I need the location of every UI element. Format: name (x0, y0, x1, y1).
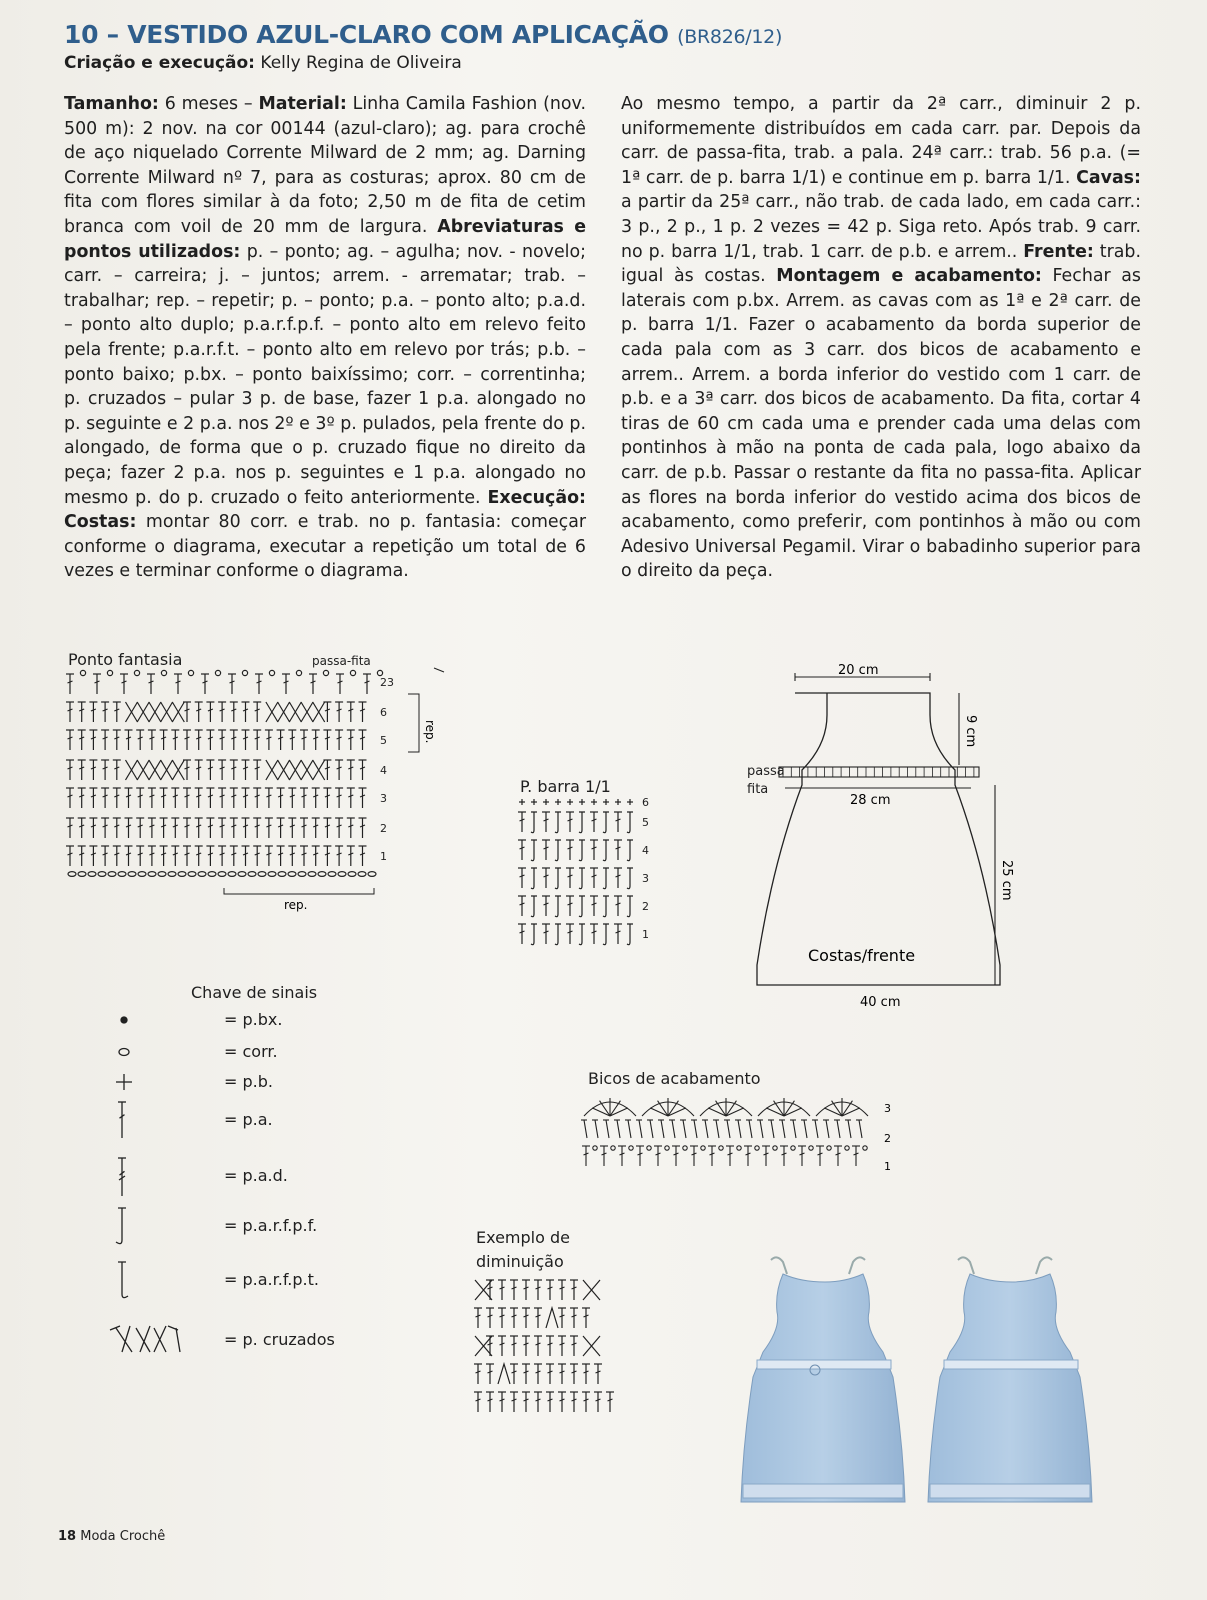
legend-label-0: = p.bx. (224, 1010, 283, 1029)
height-top-label: 9 cm (963, 715, 978, 748)
article-title (64, 20, 782, 49)
article-title-text: VESTIDO AZUL-CLARO COM APLICAÇÃO (127, 20, 669, 49)
bicos-row-2: 2 (884, 1132, 891, 1145)
pf-row-1: 1 (380, 850, 387, 863)
legend-item-6 (186, 1270, 319, 1289)
legend-symbol-4-icon (116, 1154, 216, 1198)
passa-fita-label: passa-fita (312, 654, 371, 668)
legend-item-5 (186, 1216, 318, 1235)
p-barra-title: P. barra 1/1 (520, 777, 611, 796)
text-abreviaturas: p. – ponto; ag. – agulha; nov. - novelo; carr. – carreira; j. – juntos; arrem. - arrematar; trab. – trabalhar; rep. – repetir; p. – ponto; p.a. – ponto alto; p.a.d. – ponto alto duplo; p.a.r.f.p.f. – ponto alto em relevo feito pela frente; p.a.r.f.t. – ponto alto em relevo por trás; p.b. – ponto baixo; p.bx. – ponto baixíssimo; corr. – correntinha; p. cruzados – pular 3 p. de base, fazer 1 p.a. alongado no p. seguinte e 2 p.a. nos 2º e 3º p. pulados, pela frente do p. alongado, de forma que o p. cruzado fique no direito da peça; fazer 2 p.a. nos p. seguintes e 1 p.a. alongado no mesmo p. do p. cruzado o feito anteriormente. (64, 241, 586, 508)
pf-row-2: 2 (380, 822, 387, 835)
legend-symbol-3-icon (116, 1098, 216, 1142)
top-width-label: 20 cm (838, 663, 879, 678)
pf-row-4: 4 (380, 764, 387, 777)
legend-label-2: = p.b. (224, 1072, 273, 1091)
text-tamanho: 6 meses – (158, 94, 259, 114)
legend-label-3: = p.a. (224, 1110, 273, 1129)
dress-photo-front (735, 1252, 915, 1512)
legend-item-1 (186, 1042, 278, 1061)
pb-row-2: 2 (642, 900, 649, 913)
dress-schematic (735, 665, 1035, 1010)
legend-item-4 (186, 1166, 288, 1185)
legend-item-3 (186, 1110, 273, 1129)
text-diminuir: Ao mesmo tempo, a partir da 2ª carr., diminuir 2 p. uniformemente distribuídos em cada carr. par. Depois da carr. de passa-fita, trab. a pala. 24ª carr.: trab. 56 p.a. (= 1ª carr. de p. barra 1/1) e continue em p. barra 1/1. (621, 94, 1141, 188)
legend-item-7 (186, 1330, 335, 1349)
p-barra-chart (516, 796, 656, 956)
diminuicao-title-2: diminuição (476, 1252, 564, 1271)
text-column-2 (621, 92, 1141, 584)
pb-row-3: 3 (642, 872, 649, 885)
legend-label-7: = p. cruzados (224, 1330, 335, 1349)
dress-photo-back (922, 1252, 1102, 1512)
pf-row-3: 3 (380, 792, 387, 805)
pf-row-23: 23 (380, 676, 394, 689)
diminuicao-title-1: Exemplo de (476, 1228, 570, 1247)
legend-label-5: = p.a.r.f.p.f. (224, 1216, 318, 1235)
label-abreviaturas: Abreviaturas e pontos utilizados: (64, 216, 586, 262)
credits-label: Criação e execução: (64, 53, 255, 73)
text-material: Linha Camila Fashion (nov. 500 m): 2 nov. na cor 00144 (azul-claro); ag. para crochê de aço niquelado Corrente Milward de 2 mm; ag. Darning Corrente Milward nº 7, para as costuras; aprox. 80 cm de fita com flores similar à da foto; 2,50 m de fita de cetim branca com voil de 20 mm de largura. (64, 94, 586, 237)
pb-row-1: 1 (642, 928, 649, 941)
passa-label-1: passa (747, 764, 785, 779)
pb-row-6: 6 (642, 796, 649, 809)
diminuicao-chart (474, 1278, 624, 1428)
height-body-label: 25 cm (999, 860, 1014, 901)
legend-title: Chave de sinais (191, 983, 318, 1002)
bottom-width-label: 40 cm (860, 995, 901, 1010)
credits (64, 53, 462, 73)
legend-label-6: = p.a.r.f.p.t. (224, 1270, 319, 1289)
mid-width-label: 28 cm (850, 793, 891, 808)
text-frente: trab. igual às costas. (621, 241, 1141, 287)
text-montagem: Fechar as laterais com p.bx. Arrem. as cavas com as 1ª e 2ª carr. de p. barra 1/1. Fazer o acabamento da borda superior de cada pala com as 3 carr. dos bicos de acabamento e arrem.. Arrem. a borda inferior do vestido com 1 carr. de p.b. e a 3ª carr. dos bicos de acabamento. Da fita, cortar 4 tiras de 60 cm cada uma e prender cada uma delas com pontinhos à mão na ponta de cada pala, logo abaixo da carr. de p.b. Passar o restante da fita no passa-fita. Aplicar as flores na borda inferior do vestido acima dos bicos de acabamento, como preferir, com pontinhos à mão ou com Adesivo Universal Pegamil. Virar o babadinho superior para o direito da peça. (621, 266, 1141, 582)
label-frente: Frente: (1023, 241, 1094, 262)
legend-symbol-6-icon (116, 1258, 216, 1302)
text-column-1 (64, 92, 586, 584)
costas-frente-label: Costas/frente (808, 946, 916, 965)
page-number: 18 (58, 1529, 77, 1544)
label-montagem: Montagem e acabamento: (776, 266, 1042, 287)
article-code: (BR826/12) (677, 26, 783, 48)
label-tamanho: Tamanho: (64, 94, 159, 114)
legend-item-0 (186, 1010, 283, 1029)
legend-label-1: = corr. (224, 1042, 278, 1061)
magazine-name: Moda Crochê (80, 1529, 166, 1544)
text-execucao: montar 80 corr. e trab. no p. fantasia: começar conforme o diagrama, executar a repetição um total de 6 vezes e terminar conforme o diagrama. (64, 512, 586, 582)
label-material: Material: (258, 94, 347, 114)
ponto-fantasia-chart (64, 668, 437, 918)
label-cavas: Cavas: (1076, 167, 1141, 188)
legend-label-4: = p.a.d. (224, 1166, 288, 1185)
bicos-row-1: 1 (884, 1160, 891, 1173)
legend-symbol-7-icon (110, 1318, 220, 1362)
rep-bottom-label: rep. (284, 898, 308, 912)
passa-label-2: fita (747, 782, 769, 797)
page-footer (58, 1529, 165, 1544)
legend-item-2 (186, 1072, 273, 1091)
credits-value: Kelly Regina de Oliveira (260, 53, 462, 73)
pf-row-5: 5 (380, 734, 387, 747)
bicos-title: Bicos de acabamento (588, 1069, 761, 1088)
legend-symbol-5-icon (116, 1204, 216, 1248)
article-number: 10 – (64, 20, 119, 49)
rep-side-label: rep. (423, 720, 437, 744)
text-cavas: a partir da 25ª carr., não trab. de cada lado, em cada carr.: 3 p., 2 p., 1 p. 2 vezes = 42 p. Siga reto. Após trab. 9 carr. no p. barra 1/1, trab. 1 carr. de p.b. e arrem.. (621, 192, 1141, 262)
bicos-chart (578, 1090, 898, 1180)
bicos-row-3: 3 (884, 1102, 891, 1115)
label-execucao: Execução: Costas: (64, 487, 586, 533)
ponto-fantasia-title: Ponto fantasia (68, 650, 183, 669)
pb-row-5: 5 (642, 816, 649, 829)
pf-row-6: 6 (380, 706, 387, 719)
pb-row-4: 4 (642, 844, 649, 857)
